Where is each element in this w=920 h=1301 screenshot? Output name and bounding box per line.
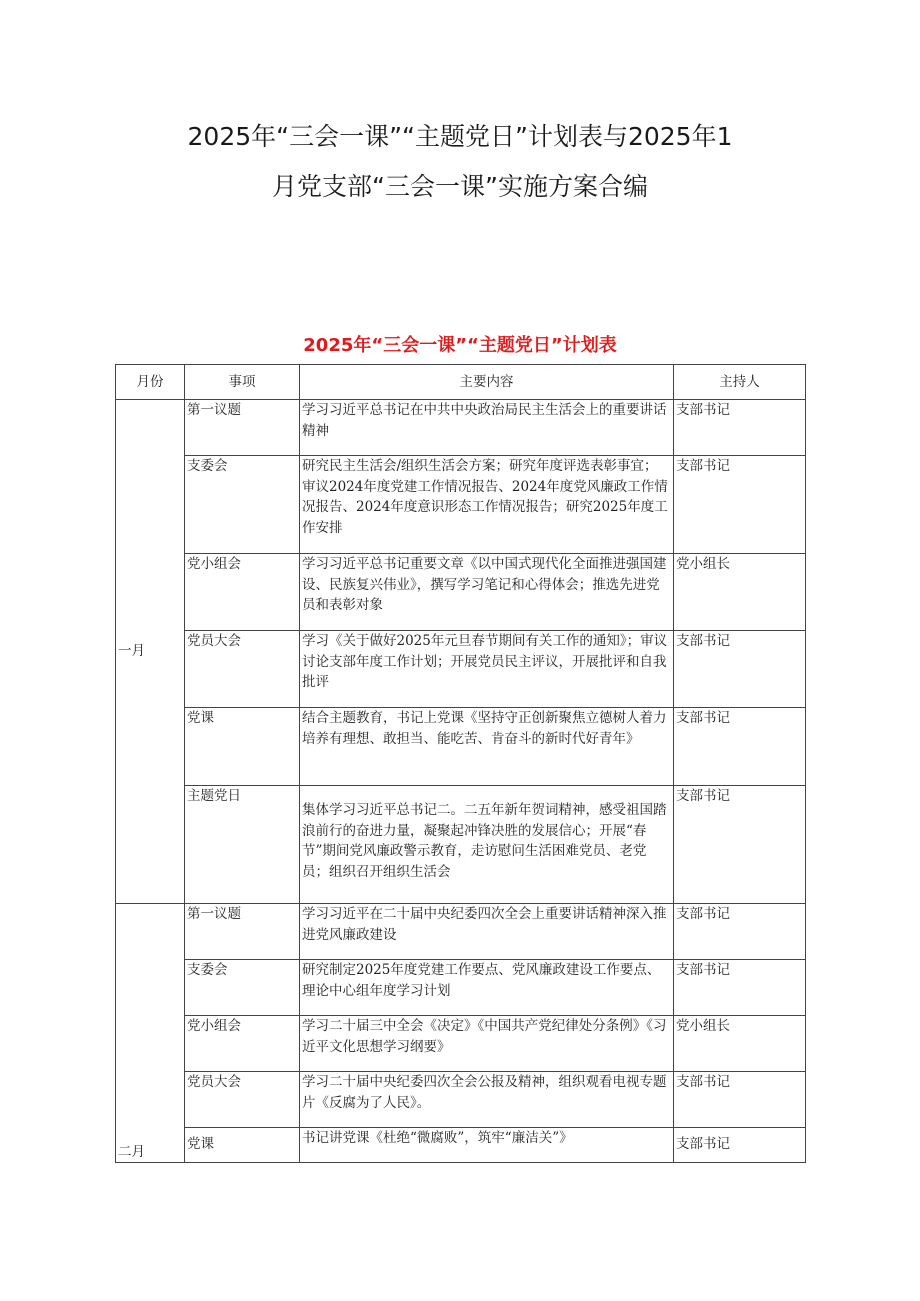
host-cell: 支部书记: [674, 708, 806, 786]
host-cell: 支部书记: [674, 960, 806, 1016]
content-cell: 书记讲党课《杜绝“微腐败”，筑牢“廉洁关”》: [300, 1128, 674, 1163]
host-cell: 支部书记: [674, 456, 806, 554]
host-cell: 党小组长: [674, 554, 806, 631]
host-cell: 支部书记: [674, 1072, 806, 1128]
item-cell: 党小组会: [185, 1016, 300, 1072]
content-cell: 学习《关于做好2025年元旦春节期间有关工作的通知》；审议讨论支部年度工作计划；开展党员民主评议，开展批评和自我批评: [300, 631, 674, 708]
content-cell: 集体学习习近平总书记二。二五年新年贺词精神，感受祖国踏浪前行的奋进力量，凝聚起冲锋决胜的发展信心；开展“春节”期间党风廉政警示教育，走访慰问生活困难党员、老党员；组织召开组织生活会: [300, 786, 674, 904]
content-cell: 学习习近平在二十届中央纪委四次全会上重要讲话精神深入推进党风廉政建设: [300, 904, 674, 960]
item-cell: 党小组会: [185, 554, 300, 631]
host-cell: 支部书记: [674, 400, 806, 456]
table-row: [116, 631, 806, 708]
item-cell: 支委会: [185, 960, 300, 1016]
host-cell: 党小组长: [674, 1016, 806, 1072]
month-cell: 二月: [116, 904, 185, 1163]
host-cell: 支部书记: [674, 786, 806, 904]
table-row: [116, 456, 806, 554]
table-row: [116, 960, 806, 1016]
item-cell: 党员大会: [185, 631, 300, 708]
table-row: [116, 400, 806, 456]
content-cell: 学习二十届三中全会《决定》《中国共产党纪律处分条例》《习近平文化思想学习纲要》: [300, 1016, 674, 1072]
host-cell: 支部书记: [674, 1128, 806, 1163]
table-row: [116, 1128, 806, 1163]
header-month: 月份: [116, 365, 185, 400]
item-cell: 党课: [185, 1128, 300, 1163]
table-header-row: [116, 365, 806, 400]
header-item: 事项: [185, 365, 300, 400]
content-cell: 结合主题教育，书记上党课《坚持守正创新聚焦立德树人着力培养有理想、敢担当、能吃苦、肯奋斗的新时代好青年》: [300, 708, 674, 786]
document-title-line-2: 月党支部“三会一课”实施方案合编: [272, 172, 648, 201]
document-title: [130, 112, 790, 212]
table-title: 2025年“三会一课”“主题党日”计划表: [303, 335, 617, 356]
table-row: [116, 708, 806, 786]
table-row: [116, 1016, 806, 1072]
table-row: [116, 554, 806, 631]
item-cell: 主题党日: [185, 786, 300, 904]
header-content: 主要内容: [300, 365, 674, 400]
host-cell: 支部书记: [674, 904, 806, 960]
content-cell: 学习习近平总书记在中共中央政治局民主生活会上的重要讲话精神: [300, 400, 674, 456]
content-cell: 学习二十届中央纪委四次全会公报及精神，组织观看电视专题片《反腐为了人民》。: [300, 1072, 674, 1128]
item-cell: 第一议题: [185, 400, 300, 456]
item-cell: 第一议题: [185, 904, 300, 960]
item-cell: 党员大会: [185, 1072, 300, 1128]
host-cell: 支部书记: [674, 631, 806, 708]
table-row: [116, 1072, 806, 1128]
content-cell: 研究民主生活会/组织生活会方案；研究年度评选表彰事宜；审议2024年度党建工作情况报告、2024年度党风廉政工作情况报告、2024年度意识形态工作情况报告；研究2025年度工作安排: [300, 456, 674, 554]
header-host: 主持人: [674, 365, 806, 400]
item-cell: 党课: [185, 708, 300, 786]
content-cell: 学习习近平总书记重要文章《以中国式现代化全面推进强国建设、民族复兴伟业》，撰写学习笔记和心得体会；推选先进党员和表彰对象: [300, 554, 674, 631]
plan-table: [115, 364, 806, 1163]
month-cell: 一月: [116, 400, 185, 904]
document-title-line-1: 2025年“三会一课”“主题党日”计划表与2025年1: [187, 122, 733, 151]
table-row: [116, 904, 806, 960]
table-row: [116, 786, 806, 904]
content-cell: 研究制定2025年度党建工作要点、党风廉政建设工作要点、理论中心组年度学习计划: [300, 960, 674, 1016]
item-cell: 支委会: [185, 456, 300, 554]
